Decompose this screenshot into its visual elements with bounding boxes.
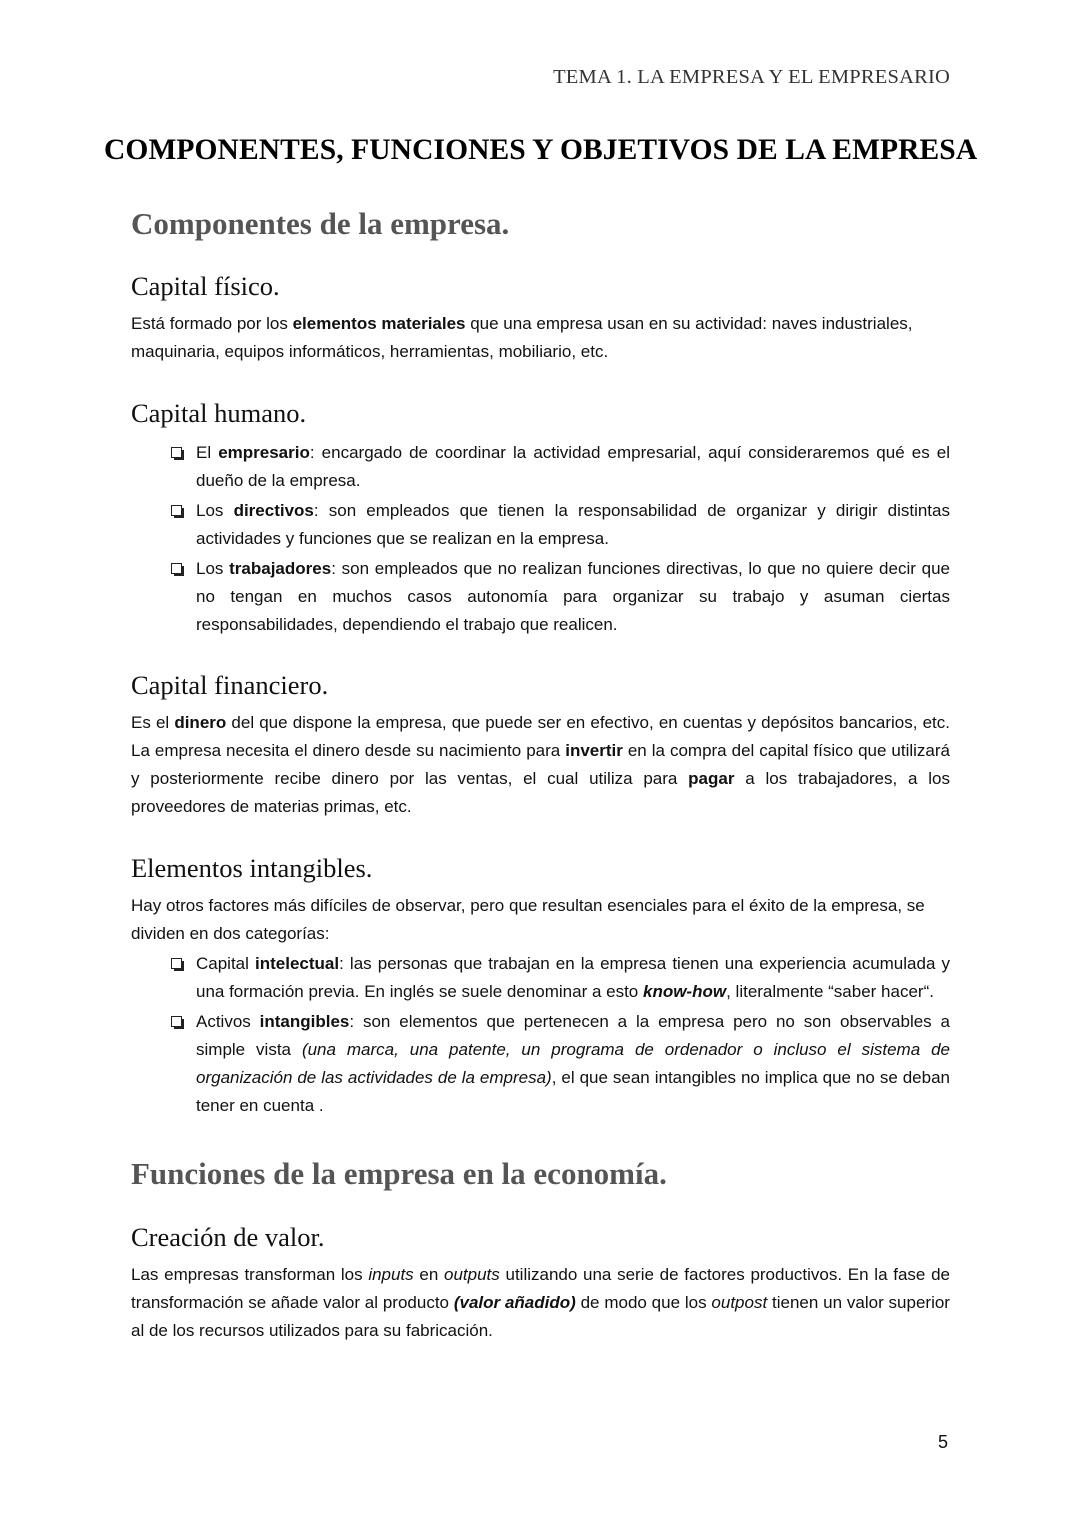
checkbox-bullet-icon — [171, 958, 182, 969]
paragraph-capital-financiero: Es el dinero del que dispone la empresa, que puede ser en efectivo, en cuentas y depósitos bancarios, etc. La empresa necesita el dinero desde su nacimiento para invertir en la compra del capital físico que utilizará y posteriormente recibe dinero por las ventas, el cual utiliza para pagar a los trabajadores, a los proveedores de materias primas, etc. — [131, 713, 951, 816]
page-title: COMPONENTES, FUNCIONES Y OBJETIVOS DE LA EMPRESA — [104, 134, 978, 166]
paragraph-intangibles-intro: Hay otros factores más difíciles de observar, pero que resultan esenciales para el éxito de la empresa, se dividen en dos categorías: — [131, 896, 925, 943]
subheading-capital-fisico: Capital físico. — [131, 271, 280, 301]
list-capital-humano — [131, 439, 950, 639]
list-item: Activos intangibles: son elementos que pertenecen a la empresa pero no son observables a simple vista (una marca, una patente, un programa de ordenador o incluso el sistema de organización de las actividades de la empresa), el que sean intangibles no implica que no se deban tener en cuenta . — [171, 1008, 950, 1120]
paragraph-capital-fisico: Está formado por los elementos materiales que una empresa usan en su actividad: naves industriales, maquinaria, equipos informáticos, herramientas, mobiliario, etc. — [131, 314, 913, 361]
page-number: 5 — [938, 1432, 949, 1452]
list-item: Los trabajadores: son empleados que no realizan funciones directivas, lo que no quiere decir que no tengan en muchos casos autonomía para organizar su trabajo y asuman ciertas responsabilidades, dependiendo el trabajo que realicen. — [171, 555, 950, 639]
subheading-elementos-intangibles: Elementos intangibles. — [131, 853, 373, 883]
subheading-creacion-valor: Creación de valor. — [131, 1222, 325, 1252]
list-item: Capital intelectual: las personas que trabajan en la empresa tienen una experiencia acumulada y una formación previa. En inglés se suele denominar a esto know-how, literalmente “saber hacer“. — [171, 950, 950, 1006]
document-body — [131, 200, 950, 1345]
running-header: TEMA 1. LA EMPRESA Y EL EMPRESARIO — [553, 66, 950, 88]
list-item: El empresario: encargado de coordinar la actividad empresarial, aquí consideraremos qué es el dueño de la empresa. — [171, 439, 950, 495]
list-intangibles — [131, 950, 950, 1120]
checkbox-bullet-icon — [171, 505, 182, 516]
checkbox-bullet-icon — [171, 563, 182, 574]
subheading-capital-humano: Capital humano. — [131, 398, 307, 428]
checkbox-bullet-icon — [171, 1016, 182, 1027]
subheading-capital-financiero: Capital financiero. — [131, 670, 329, 700]
checkbox-bullet-icon — [171, 447, 182, 458]
section-heading-funciones: Funciones de la empresa en la economía. — [131, 1156, 667, 1191]
section-heading-componentes: Componentes de la empresa. — [131, 206, 510, 241]
list-item: Los directivos: son empleados que tienen la responsabilidad de organizar y dirigir distintas actividades y funciones que se realizan en la empresa. — [171, 497, 950, 553]
paragraph-creacion-valor: Las empresas transforman los inputs en outputs utilizando una serie de factores productivos. En la fase de transformación se añade valor al producto (valor añadido) de modo que los outpost tienen un valor superior al de los recursos utilizados para su fabricación. — [131, 1265, 950, 1340]
